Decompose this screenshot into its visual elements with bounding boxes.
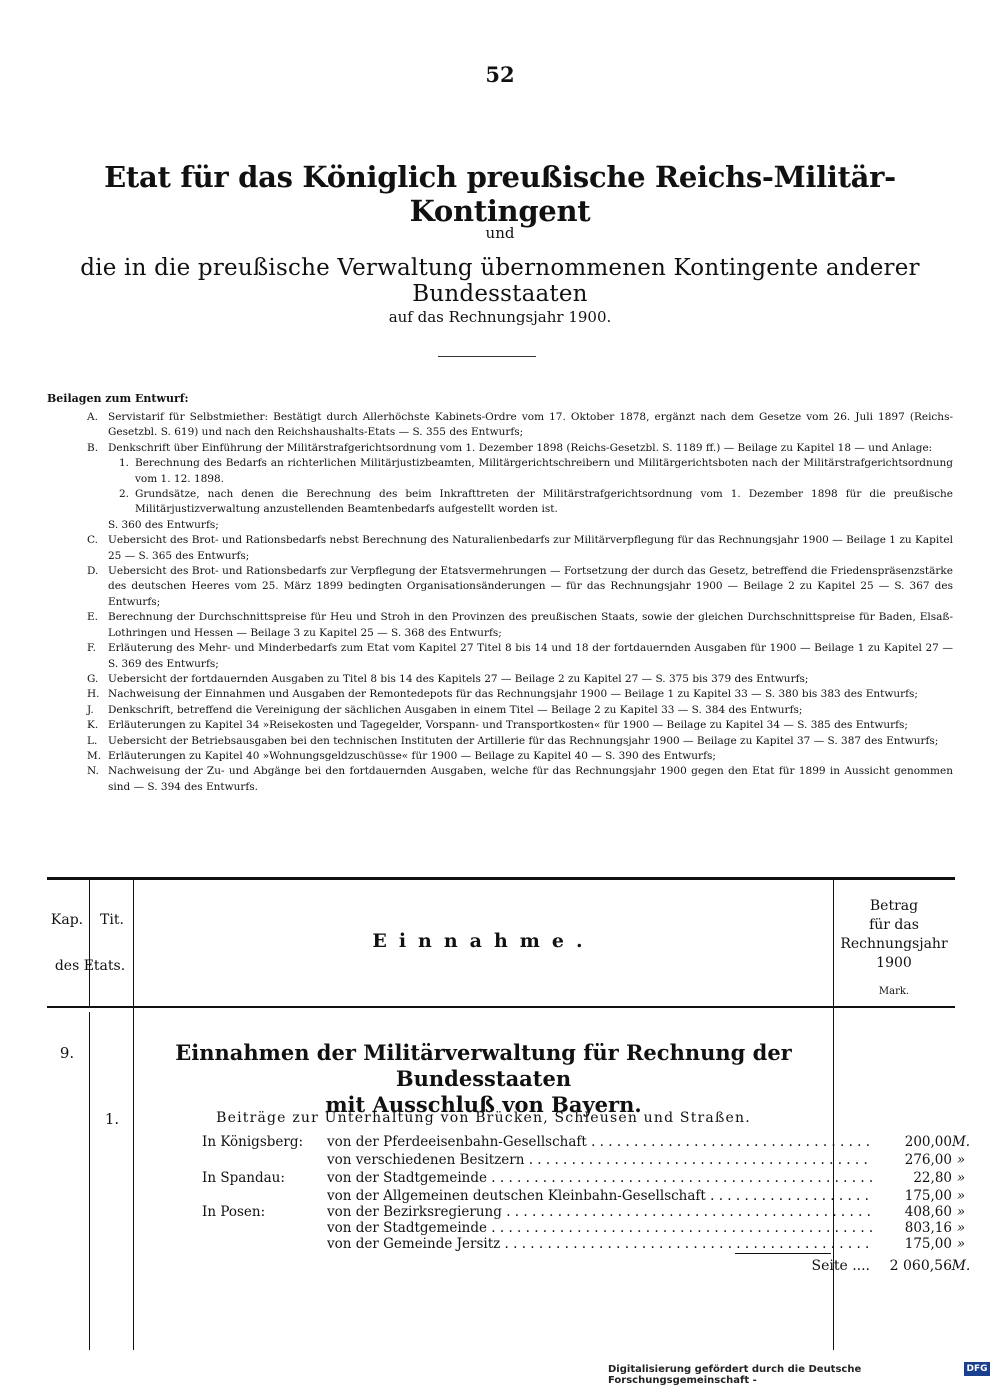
- appendix-subitem-b2: [87, 487, 953, 518]
- appendix-letter: F.: [87, 642, 96, 655]
- subitem-number: 2.: [119, 488, 130, 501]
- appendix-item-l: [87, 734, 953, 749]
- appendix-letter: D.: [87, 565, 99, 578]
- row-unit: »: [956, 1170, 966, 1186]
- table-row: [135, 1152, 966, 1170]
- table-row: [135, 1134, 971, 1152]
- appendix-text: Uebersicht des Brot- und Rationsbedarfs zur Verpflegung der Etatsvermehrungen — Fortsetzung der durch das Gesetz, betreffend die Friedenspräsenzstärke des deutschen Heeres vom 25. März 1899 bedingten Organisationsänderungen — für das Rechnungsjahr 1900 — Beilage 2 zu Kapitel 25 — S. 367 des Entwurfs;: [108, 565, 953, 608]
- appendix-text: Erläuterungen zu Kapitel 40 »Wohnungsgeldzuschüsse« für 1900 — Beilage zu Kapitel 40 — S. 390 des Entwurfs;: [108, 749, 716, 762]
- row-description: von der Pferdeeisenbahn-Gesellschaft . . .: [327, 1134, 872, 1150]
- column-divider-kap-tit: [89, 880, 90, 1006]
- section-title-line: Einnahmen der Militärverwaltung für Rechnung der Bundesstaaten: [175, 1040, 792, 1091]
- appendix-heading: Beilagen zum Entwurf:: [47, 392, 189, 405]
- row-unit: »: [956, 1236, 966, 1252]
- appendix-letter: M.: [87, 749, 102, 762]
- header-betrag-line: 1900: [876, 955, 912, 971]
- appendix-text: Erläuterung des Mehr- und Minderbedarfs zum Etat vom Kapitel 27 Titel 8 bis 14 und 18 der fortdauernden Ausgaben für 1900 — Beilage 1 zu Kapitel 27 — S. 369 des Entwurfs;: [108, 642, 953, 670]
- fiscal-year-line: auf das Rechnungsjahr 1900.: [388, 308, 612, 326]
- page-total-label: Seite ....: [811, 1258, 870, 1274]
- appendix-item-c: [87, 533, 953, 564]
- appendix-letter: C.: [87, 534, 98, 547]
- header-kap: Kap.: [50, 912, 84, 928]
- appendix-item-b: [87, 441, 953, 456]
- row-description: von der Stadtgemeinde . . .: [327, 1220, 872, 1236]
- appendix-text: Uebersicht der Betriebsausgaben bei den technischen Instituten der Artillerie für das Rechnungsjahr 1900 — Beilage zu Kapitel 37 — S. 387 des Entwurfs;: [108, 734, 939, 747]
- row-location: In Posen:: [202, 1204, 266, 1220]
- appendix-letter: L.: [87, 734, 98, 747]
- appendix-text: Uebersicht des Brot- und Rationsbedarfs nebst Berechnung des Naturalienbedarfs zur Militärverpflegung für das Rechnungsjahr 1900 — Beilage 1 zu Kapitel 25 — S. 365 des Entwurfs;: [108, 534, 953, 562]
- appendix-text: Denkschrift über Einführung der Militärstrafgerichtsordnung vom 1. Dezember 1898 (Reichs-Gesetzbl. S. 1189 ff.) — Beilage zu Kapitel 18 — und Anlage:: [108, 441, 933, 454]
- column-divider-kap-tit-body: [89, 1012, 90, 1350]
- header-des-etats: des Etats.: [54, 958, 126, 974]
- appendix-text: Nachweisung der Zu- und Abgänge bei den fortdauernden Ausgaben, welche für das Rechnungsjahr 1900 gegen den Etat für 1899 in Aussicht genommen sind — S. 394 des Entwurfs.: [108, 765, 953, 793]
- appendix-letter: K.: [87, 719, 99, 732]
- title-divider: [438, 356, 536, 357]
- appendix-letter: N.: [87, 765, 99, 778]
- titel-number: 1.: [104, 1110, 120, 1128]
- appendix-text: Erläuterungen zu Kapitel 34 »Reisekosten und Tagegelder, Vorspann- und Transportkosten« für 1900 — Beilage zu Kapitel 34 — S. 385 des Entwurfs;: [108, 719, 908, 732]
- page-total-amount: 2 060,56: [889, 1258, 952, 1274]
- appendix-list: [87, 410, 953, 795]
- table-row: [135, 1236, 966, 1254]
- appendix-letter: B.: [87, 441, 99, 454]
- table-header-rule: [47, 1006, 955, 1008]
- appendix-item-m: [87, 749, 953, 764]
- appendix-letter: A.: [87, 411, 98, 423]
- table-top-rule: [47, 877, 955, 880]
- appendix-item-b-tail: [87, 518, 953, 533]
- appendix-item-n: [87, 764, 953, 795]
- appendix-subitem-b1: [87, 456, 953, 487]
- row-description: von der Bezirksregierung . . .: [327, 1204, 872, 1220]
- page-total-unit: M.: [951, 1258, 971, 1274]
- row-description: von der Allgemeinen deutschen Kleinbahn-Gesellschaft . . .: [327, 1188, 872, 1204]
- appendix-text: Denkschrift, betreffend die Vereinigung der sächlichen Ausgaben in einem Titel — Beilage 2 zu Kapitel 33 — S. 384 des Entwurfs;: [108, 703, 803, 716]
- subitem-number: 1.: [119, 457, 130, 470]
- appendix-letter: G.: [87, 672, 99, 685]
- subitem-text: Berechnung des Bedarfs an richterlichen Militärjustizbeamten, Militärgerichtschreibern und Militärgerichtsboten nach der Militärstrafgerichtsordnung vom 1. 12. 1898.: [135, 457, 953, 485]
- appendix-item-h: [87, 687, 953, 702]
- subtitle: die in die preußische Verwaltung übernommenen Kontingente anderer Bundesstaaten: [80, 255, 920, 307]
- appendix-text: Nachweisung der Einnahmen und Ausgaben der Remontedepots für das Rechnungsjahr 1900 — Beilage 1 zu Kapitel 33 — S. 380 bis 383 des Entwurfs;: [108, 688, 918, 701]
- page-total-row: [135, 1258, 971, 1278]
- column-divider-text-amount: [833, 880, 834, 1350]
- table-row: [135, 1170, 966, 1188]
- row-description: von der Gemeinde Jersitz . . .: [327, 1236, 872, 1252]
- sum-rule: [735, 1253, 831, 1254]
- appendix-item-j: [87, 703, 953, 718]
- page-number: 52: [485, 62, 515, 87]
- row-description: von der Stadtgemeinde . . .: [327, 1170, 872, 1186]
- header-tit: Tit.: [100, 912, 124, 928]
- appendix-item-g: [87, 672, 953, 687]
- row-description: von verschiedenen Besitzern . . .: [327, 1152, 872, 1168]
- appendix-text: Berechnung der Durchschnittspreise für Heu und Stroh in den Provinzen des preußischen Staats, sowie der gleichen Durchschnittspreise für Baden, Elsaß-Lothringen und Hessen — Beilage 3 zu Kapitel 25 — S. 368 des Entwurfs;: [108, 611, 953, 639]
- row-unit: »: [956, 1220, 966, 1236]
- row-amount: 175,00: [872, 1236, 952, 1252]
- row-amount: 22,80: [872, 1170, 952, 1186]
- row-amount: 276,00: [872, 1152, 952, 1168]
- main-title: Etat für das Königlich preußische Reichs-Militär-Kontingent: [104, 160, 896, 228]
- appendix-letter: E.: [87, 611, 99, 624]
- section-title-line: mit Ausschluß von Bayern.: [325, 1092, 642, 1117]
- subitem-text: Grundsätze, nach denen die Berechnung des beim Inkrafttreten der Militärstrafgerichtsordnung vom 1. Dezember 1898 für die preußische Militärjustizverwaltung anzustellenden Beamtenbedarfs aufgestellt worden ist.: [135, 488, 953, 516]
- header-betrag: [835, 897, 953, 973]
- header-betrag-line: Betrag: [869, 898, 919, 914]
- column-divider-tit-text: [133, 880, 134, 1350]
- header-einnahme: Einnahme.: [372, 930, 595, 952]
- row-amount: 803,16: [872, 1220, 952, 1236]
- title-conjunction: und: [485, 224, 515, 242]
- appendix-item-a: [87, 410, 953, 441]
- appendix-letter: J.: [87, 703, 94, 716]
- row-unit: M.: [951, 1134, 971, 1150]
- row-location: In Königsberg:: [202, 1134, 304, 1150]
- row-unit: »: [956, 1188, 966, 1204]
- dfg-logo: DFG: [964, 1362, 990, 1376]
- header-mark: Mark.: [878, 986, 910, 997]
- row-amount: 200,00: [872, 1134, 952, 1150]
- appendix-text: S. 360 des Entwurfs;: [108, 518, 219, 531]
- appendix-item-d: [87, 564, 953, 610]
- row-amount: 408,60: [872, 1204, 952, 1220]
- appendix-text: Uebersicht der fortdauernden Ausgaben zu Titel 8 bis 14 des Kapitels 27 — Beilage 2 zu Kapitel 27 — S. 375 bis 379 des Entwurfs;: [108, 672, 809, 685]
- row-unit: »: [956, 1204, 966, 1220]
- row-unit: »: [956, 1152, 966, 1168]
- header-betrag-line: für das: [869, 917, 919, 933]
- kapitel-number: 9.: [59, 1044, 75, 1062]
- appendix-letter: H.: [87, 688, 100, 701]
- appendix-item-f: [87, 641, 953, 672]
- row-location: In Spandau:: [202, 1170, 285, 1186]
- appendix-item-e: [87, 610, 953, 641]
- section-title: [135, 1040, 832, 1118]
- appendix-text: Servistarif für Selbstmiether: Bestätigt durch Allerhöchste Kabinets-Ordre vom 17. Oktober 1878, ergänzt nach dem Gesetze vom 26. Juli 1897 (Reichs-Gesetzbl. S. 619) und nach den Reichshaushalts-Etats — S. 355 des Entwurfs;: [108, 411, 953, 439]
- header-betrag-line: Rechnungsjahr: [840, 936, 948, 952]
- digitization-footer: Digitalisierung gefördert durch die Deutsche Forschungsgemeinschaft -: [608, 1364, 862, 1386]
- row-amount: 175,00: [872, 1188, 952, 1204]
- appendix-item-k: [87, 718, 953, 733]
- item-title: Beiträge zur Unterhaltung von Brücken, Schleusen und Straßen.: [216, 1110, 751, 1126]
